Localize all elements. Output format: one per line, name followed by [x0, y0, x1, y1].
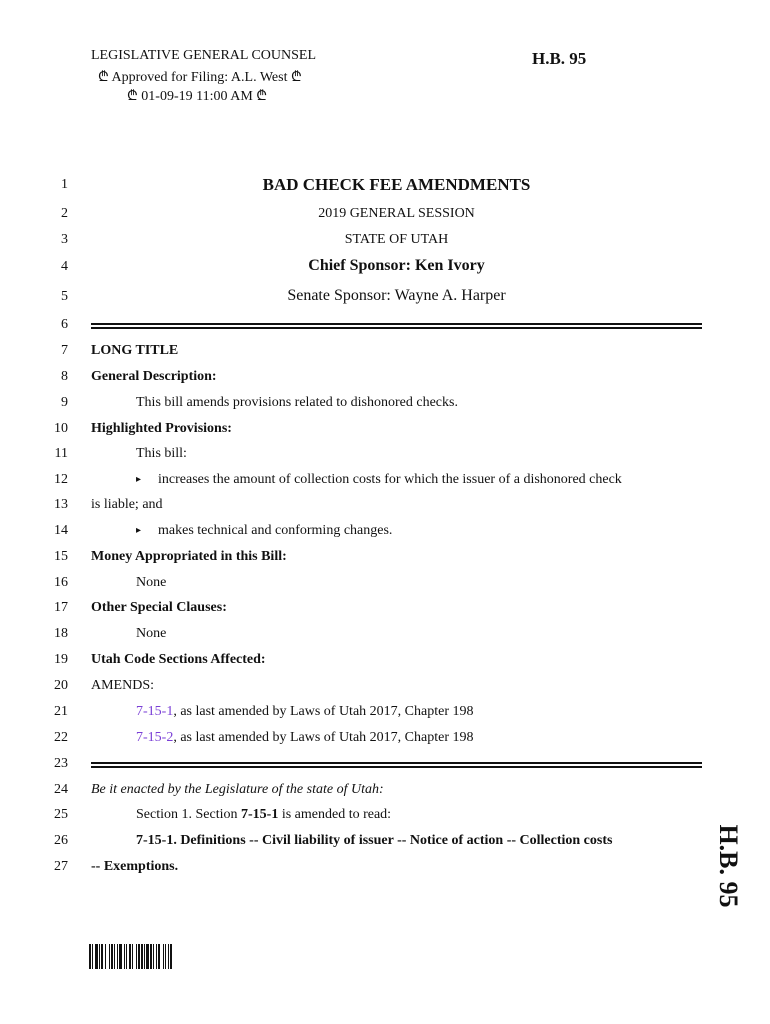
- enacting-divider: [91, 762, 702, 768]
- line-number: 24: [54, 782, 68, 797]
- line-number: 8: [61, 369, 68, 384]
- line-number: 20: [54, 678, 68, 693]
- money-appropriated-heading: Money Appropriated in this Bill:: [91, 549, 287, 564]
- enacting-clause: Be it enacted by the Legislature of the state of Utah:: [91, 782, 384, 797]
- line-number: 7: [61, 343, 68, 358]
- general-description-heading: General Description:: [91, 369, 217, 384]
- approval-line: ₾ Approved for Filing: A.L. West ₾: [98, 70, 302, 85]
- line-number: 11: [54, 446, 68, 461]
- bill-number: H.B. 95: [532, 49, 587, 68]
- line-number: 18: [54, 626, 68, 641]
- amends-label: AMENDS:: [91, 678, 155, 693]
- general-description-text: This bill amends provisions related to dishonored checks.: [136, 395, 458, 410]
- line-number: 26: [54, 833, 68, 848]
- line-number: 19: [54, 652, 68, 667]
- state-label: STATE OF UTAH: [344, 232, 449, 247]
- section-link-7-15-2[interactable]: 7-15-2: [136, 730, 174, 745]
- line-number: 17: [54, 600, 68, 615]
- provision-bullet-1-continued: is liable; and: [91, 497, 163, 512]
- line-number: 3: [61, 232, 68, 247]
- special-clauses-value: None: [136, 626, 167, 641]
- line-number: 21: [54, 704, 68, 719]
- section-intro-number: 7-15-1: [241, 807, 279, 822]
- line-number: 27: [54, 859, 68, 874]
- chief-sponsor: Chief Sponsor: Ken Ivory: [308, 257, 485, 274]
- provision-bullet-2: makes technical and conforming changes.: [158, 523, 393, 538]
- code-sections-heading: Utah Code Sections Affected:: [91, 652, 266, 667]
- line-number: 15: [54, 549, 68, 564]
- senate-sponsor: Senate Sponsor: Wayne A. Harper: [287, 287, 506, 304]
- session-label: 2019 GENERAL SESSION: [318, 206, 475, 221]
- approval-timestamp: ₾ 01-09-19 11:00 AM ₾: [127, 89, 268, 104]
- title-divider: [91, 323, 702, 329]
- amended-section-1: [136, 704, 473, 720]
- line-number: 4: [61, 259, 68, 274]
- line-number: 23: [54, 756, 68, 771]
- line-number: 14: [54, 523, 68, 538]
- money-appropriated-value: None: [136, 575, 167, 590]
- line-number: 13: [54, 497, 68, 512]
- line-number: 2: [61, 206, 68, 221]
- line-number: 12: [54, 472, 68, 487]
- line-number: 25: [54, 807, 68, 822]
- bullet-icon: ▸: [136, 474, 142, 485]
- section-heading: 7-15-1. Definitions -- Civil liability of issuer -- Notice of action -- Collection costs: [136, 833, 613, 848]
- line-number: 10: [54, 421, 68, 436]
- special-clauses-heading: Other Special Clauses:: [91, 600, 227, 615]
- section-intro: [136, 807, 391, 823]
- section-link-7-15-1[interactable]: 7-15-1: [136, 704, 174, 719]
- section-heading-continued: -- Exemptions.: [91, 859, 179, 874]
- amended-section-2: [136, 730, 473, 746]
- section-1-citation: , as last amended by Laws of Utah 2017, Chapter 198: [173, 704, 474, 719]
- side-bill-label-text: H.B. 95: [714, 824, 743, 908]
- line-number: 9: [61, 395, 68, 410]
- line-number: 6: [61, 317, 68, 332]
- long-title-heading: LONG TITLE: [91, 343, 179, 358]
- bullet-icon: ▸: [136, 525, 142, 536]
- barcode-icon: [89, 944, 231, 969]
- line-number: 1: [61, 177, 68, 192]
- side-bill-label: [708, 816, 748, 916]
- provision-bullet-1: increases the amount of collection costs for which the issuer of a dishonored check: [158, 472, 622, 487]
- section-intro-prefix: Section 1. Section: [136, 807, 241, 822]
- bill-title: BAD CHECK FEE AMENDMENTS: [262, 175, 531, 194]
- section-2-citation: , as last amended by Laws of Utah 2017, Chapter 198: [173, 730, 474, 745]
- line-number: 16: [54, 575, 68, 590]
- line-number: 5: [61, 289, 68, 304]
- section-intro-suffix: is amended to read:: [278, 807, 392, 822]
- counsel-heading: LEGISLATIVE GENERAL COUNSEL: [91, 48, 317, 63]
- highlighted-provisions-heading: Highlighted Provisions:: [91, 421, 232, 436]
- this-bill-text: This bill:: [136, 446, 187, 461]
- line-number: 22: [54, 730, 68, 745]
